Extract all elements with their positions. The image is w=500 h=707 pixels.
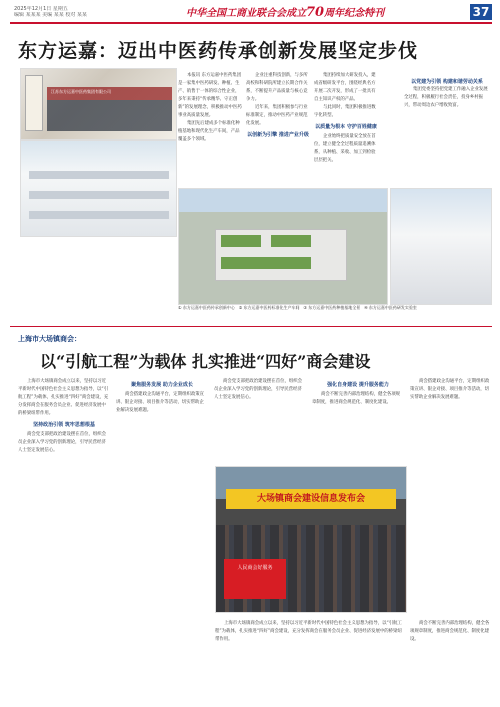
article2-col2: 聚焦服务发展 助力企业成长 商会搭建政企沟通平台，定期组织政策宣讲、银企对接、项目推介等活动，切实帮助企业解决发展难题。 [116, 378, 208, 415]
header-rule [10, 22, 492, 24]
header-title-suffix: 周年纪念特刊 [324, 8, 385, 19]
article2-subhead3: 强化自身建设 提升服务能力 [327, 382, 389, 388]
header-meta [14, 6, 154, 18]
article1-col2: 企业注重科技创新，与多所高校和科研院所建立长期合作关系，不断提升产品质量与核心竞争力。 近年来，集团积极参与行业标准制定，推动中医药产业规范化发展。 以创新为引擎 推进产业升级 [246, 73, 309, 138]
rooftop-garden [221, 235, 261, 247]
header-title [186, 4, 396, 18]
lab-bench [29, 171, 169, 179]
sidebar-title: 以党建为引领 构建和谐劳动关系 [411, 79, 483, 85]
photo-banner: 大场镇商会建设信息发布会 [226, 489, 396, 509]
article2-col6: 商会不断完善内部治理结构，健全各项规章制度，推进商会规范化、制度化建设。 [410, 621, 490, 642]
article1-col3: 集团持续加大研发投入，建成省级研发平台，围绕经典名方开展二次开发，形成了一批具有自主知识产权的产品。 与此同时，集团积极推进数字化转型。 以质量为根本 守护百姓健康 企业始终把质量安全放在首位，建立健全全过程质量追溯体系，从种植、采收、加工到检验层层把关。 [314, 73, 377, 163]
rooftop-garden [221, 257, 311, 269]
page-number: 37 [470, 4, 492, 20]
article2-subhead2: 聚焦服务发展 助力企业成长 [131, 382, 193, 388]
article1-col1: 本报讯 东方运嘉中医药集团是一家集中医药研发、种植、生产、销售于一体的综合性企业，多年来秉持“传承精华、守正创新”的发展理念，积极推动中医药事业高质量发展。 集团先后建成多个标准化种植基地和现代化生产车间，产品覆盖多个领域。 [178, 73, 242, 142]
rooftop-garden [271, 235, 311, 247]
section-divider [10, 326, 492, 327]
article1-aerial-photo [178, 188, 388, 305]
photo-sign: 人民商会好服务 [224, 559, 286, 599]
header-date: 2025年12月1日 星期五 [14, 6, 68, 12]
article2-col3: 商会党支部把政治建设摆在首位，组织会员企业深入学习党的创新理论，引导民营经济人士坚定发展信心。 [214, 379, 303, 400]
article2-group-photo [215, 466, 407, 613]
header-edition: 编辑 某某某 美编 某某 校对 某某 [14, 12, 87, 18]
article2-col7: 上海市大场镇商会成立以来，坚持以习近平新时代中国特色社会主义思想为指导，以“引航工程”为载体，扎实推进“四好”商会建设，充分发挥商会在服务会员企业、促进经济发展中的桥梁纽带作用。 [215, 621, 402, 642]
article1-sidebar: 以党建为引领 构建和谐劳动关系 集团党委坚持把党建工作融入企业发展全过程，积极履行社会责任，投身乡村振兴，带动周边农户增收致富。 [404, 78, 490, 110]
lab-bench [29, 191, 169, 199]
article1-captions: ① 东方运嘉中医药传承创新中心 ② 东方运嘉中医药标准化生产车间 ③ 东方运嘉中医药种植基地全景 ④ 东方运嘉中医药研发实验室 [178, 305, 417, 310]
article1-photo-lab [20, 140, 177, 237]
article1-headline: 东方运嘉：迈出中医药传承创新发展坚定步伐 [18, 40, 419, 62]
plaque-image [25, 75, 43, 131]
article1-subhead2: 以质量为根本 守护百姓健康 [315, 124, 377, 130]
article2-headline: 以“引航工程”为载体 扎实推进“四好”商会建设 [40, 352, 371, 371]
article2-kicker: 上海市大场镇商会： [18, 335, 81, 343]
article1-workshop-photo [390, 188, 492, 305]
article1-subhead1: 以创新为引擎 推进产业升级 [247, 132, 309, 138]
lab-bench [29, 211, 169, 219]
photo-banner-text: 江苏东方运嘉中医药集团有限公司 [51, 89, 111, 94]
header-title-number: 70 [306, 5, 325, 20]
article2-col5: 商会搭建政企沟通平台，定期组织政策宣讲、银企对接、项目推介等活动，切实帮助企业解决发展难题。 [410, 379, 490, 400]
article2-col1: 上海市大场镇商会成立以来，坚持以习近平新时代中国特色社会主义思想为指导，以“引航工程”为载体，扎实推进“四好”商会建设，充分发挥商会在服务会员企业、促进经济发展中的桥梁纽带作用。 坚持政治引领 筑牢思想根基 商会党支部把政治建设摆在首位，组织会员企业深入学习党的创新理论，引导民营经济人士坚定发展信心。 [18, 379, 109, 453]
article2-col4: 强化自身建设 提升服务能力 商会不断完善内部治理结构，健全各项规章制度，推进商会规范化、制度化建设。 [312, 378, 404, 407]
article1-photo-group [20, 68, 177, 140]
article2-subhead1: 坚持政治引领 筑牢思想根基 [33, 422, 95, 428]
header-title-prefix: 中华全国工商业联合会成立 [186, 8, 306, 19]
